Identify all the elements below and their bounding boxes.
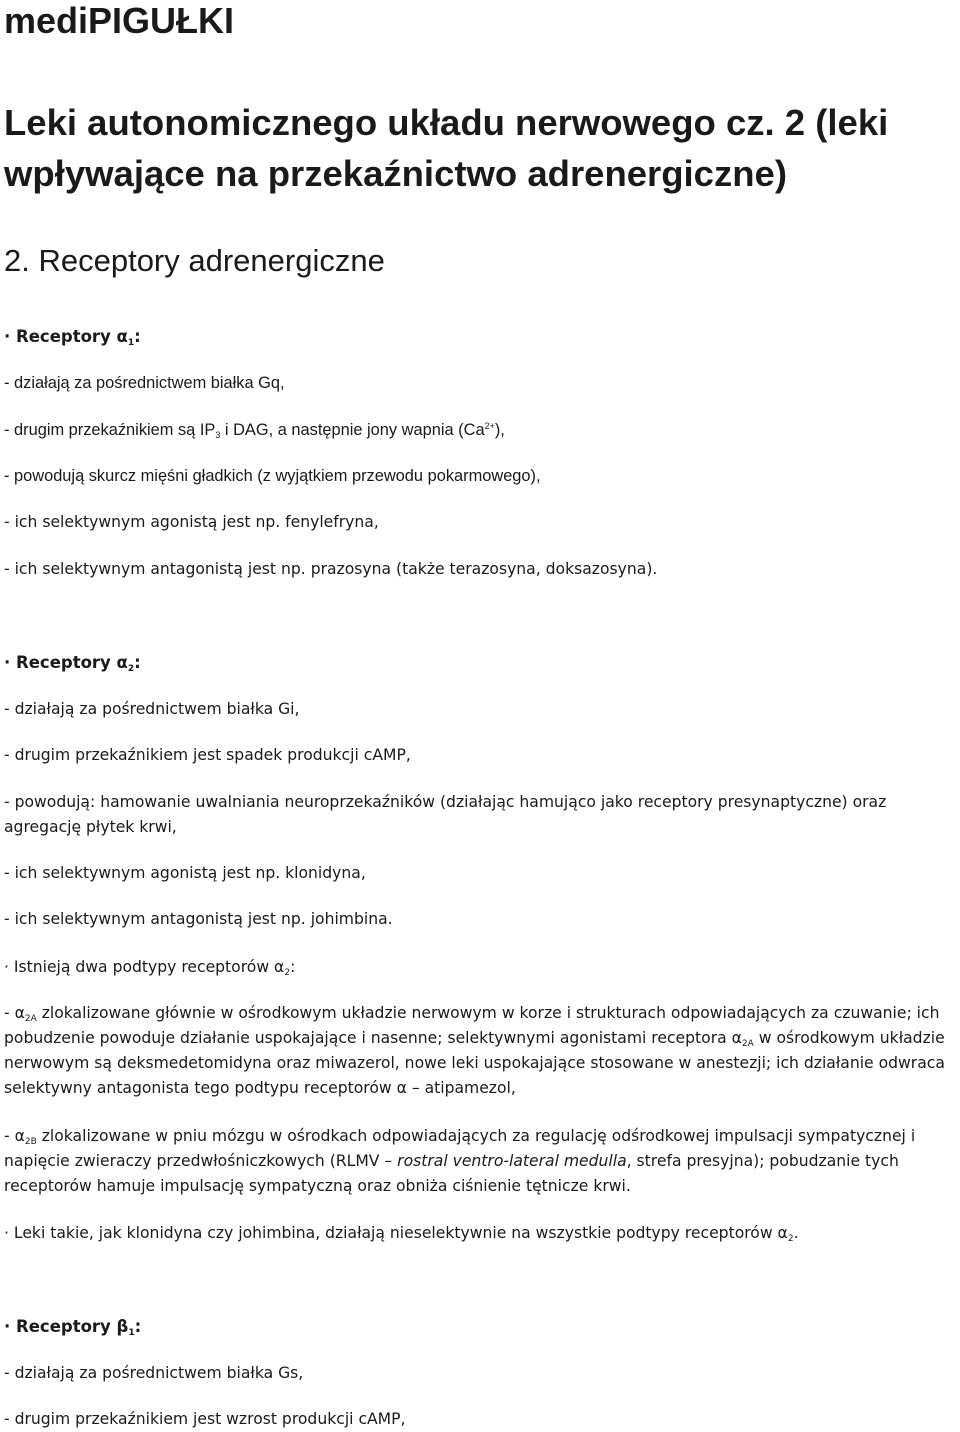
alpha1-heading: · Receptory $\alpha_1$: (4, 327, 141, 348)
page-title: Leki autonomicznego układu nerwowego cz. 2 (leki wpływające na przekaźnictwo adrenergiczne) (4, 102, 889, 194)
section-heading: 2. Receptory adrenergiczne (4, 243, 385, 278)
alpha1-item-agonist: - ich selektywnym agonistą jest np. fenylefryna, (4, 513, 379, 531)
alpha2-item-agonist: - ich selektywnym agonistą jest np. klonidyna, (4, 864, 366, 882)
alpha2a-paragraph: - $\alpha_{2A}$ zlokalizowane głównie w ośrodkowym układzie nerwowym w korze i strukturach odpowiadających za czuwanie; ich pobudzenie powoduje działanie uspokajające i nasenne; selektywnymi agonistami receptora $\alpha_{2A}$ w ośrodkowym układzie nerwowym są deksmedetomidyna oraz miwazerol, nowe leki uspokajające stosowane w anestezji; ich działanie odwraca selektywny antagonista tego podtypu receptorów α – atipamezol, (4, 1004, 945, 1097)
alpha1-item-messenger: - drugim przekaźnikiem są $IP_3$ i DAG, a następnie jony wapnia $(Ca^{2+})$, (4, 421, 505, 440)
alpha2-item-messenger: - drugim przekaźnikiem jest spadek produkcji cAMP, (4, 746, 411, 764)
alpha2-item-antagonist: - ich selektywnym antagonistą jest np. johimbina. (4, 910, 393, 928)
alpha2b-paragraph: - $\alpha_{2B}$ zlokalizowane w pniu mózgu w ośrodkach odpowiadających za regulację odśrodkowej impulsacji sympatycznej i napięcie zwieraczy przedwłośniczkowych (RLMV – rostral ventro-lateral medulla, strefa presyjna); pobudzanie tych receptorów hamuje impulsację sympatyczną oraz obniża ciśnienie tętnicze krwi. (4, 1127, 916, 1195)
beta1-heading: · Receptory $\beta_1$: (4, 1317, 142, 1338)
site-brand: mediPIGUŁKI (4, 0, 235, 41)
beta1-item-gs: - działają za pośrednictwem białka Gs, (4, 1364, 304, 1382)
alpha1-item-gq: - działają za pośrednictwem białka Gq, (4, 374, 285, 392)
alpha2-item-effect: - powodują: hamowanie uwalniania neuroprzekaźników (działając hamująco jako receptory presynaptyczne) oraz agregację płytek krwi, (4, 793, 887, 836)
alpha1-item-antagonist: - ich selektywnym antagonistą jest np. prazosyna (także terazosyna, doksazosyna). (4, 560, 658, 578)
alpha2-item-gi: - działają za pośrednictwem białka Gi, (4, 700, 300, 718)
alpha1-item-effect: - powodują skurcz mięśni gładkich (z wyjątkiem przewodu pokarmowego), (4, 467, 541, 485)
alpha2-heading: · Receptory $\alpha_2$: (4, 653, 141, 674)
alpha2-nonselective-note: · Leki takie, jak klonidyna czy johimbina, działają nieselektywnie na wszystkie podtypy receptorów $\alpha_2$. (4, 1224, 799, 1244)
beta1-item-messenger: - drugim przekaźnikiem jest wzrost produkcji cAMP, (4, 1410, 406, 1428)
alpha2-subtypes-intro: · Istnieją dwa podtypy receptorów $\alpha_2$: (4, 958, 296, 978)
